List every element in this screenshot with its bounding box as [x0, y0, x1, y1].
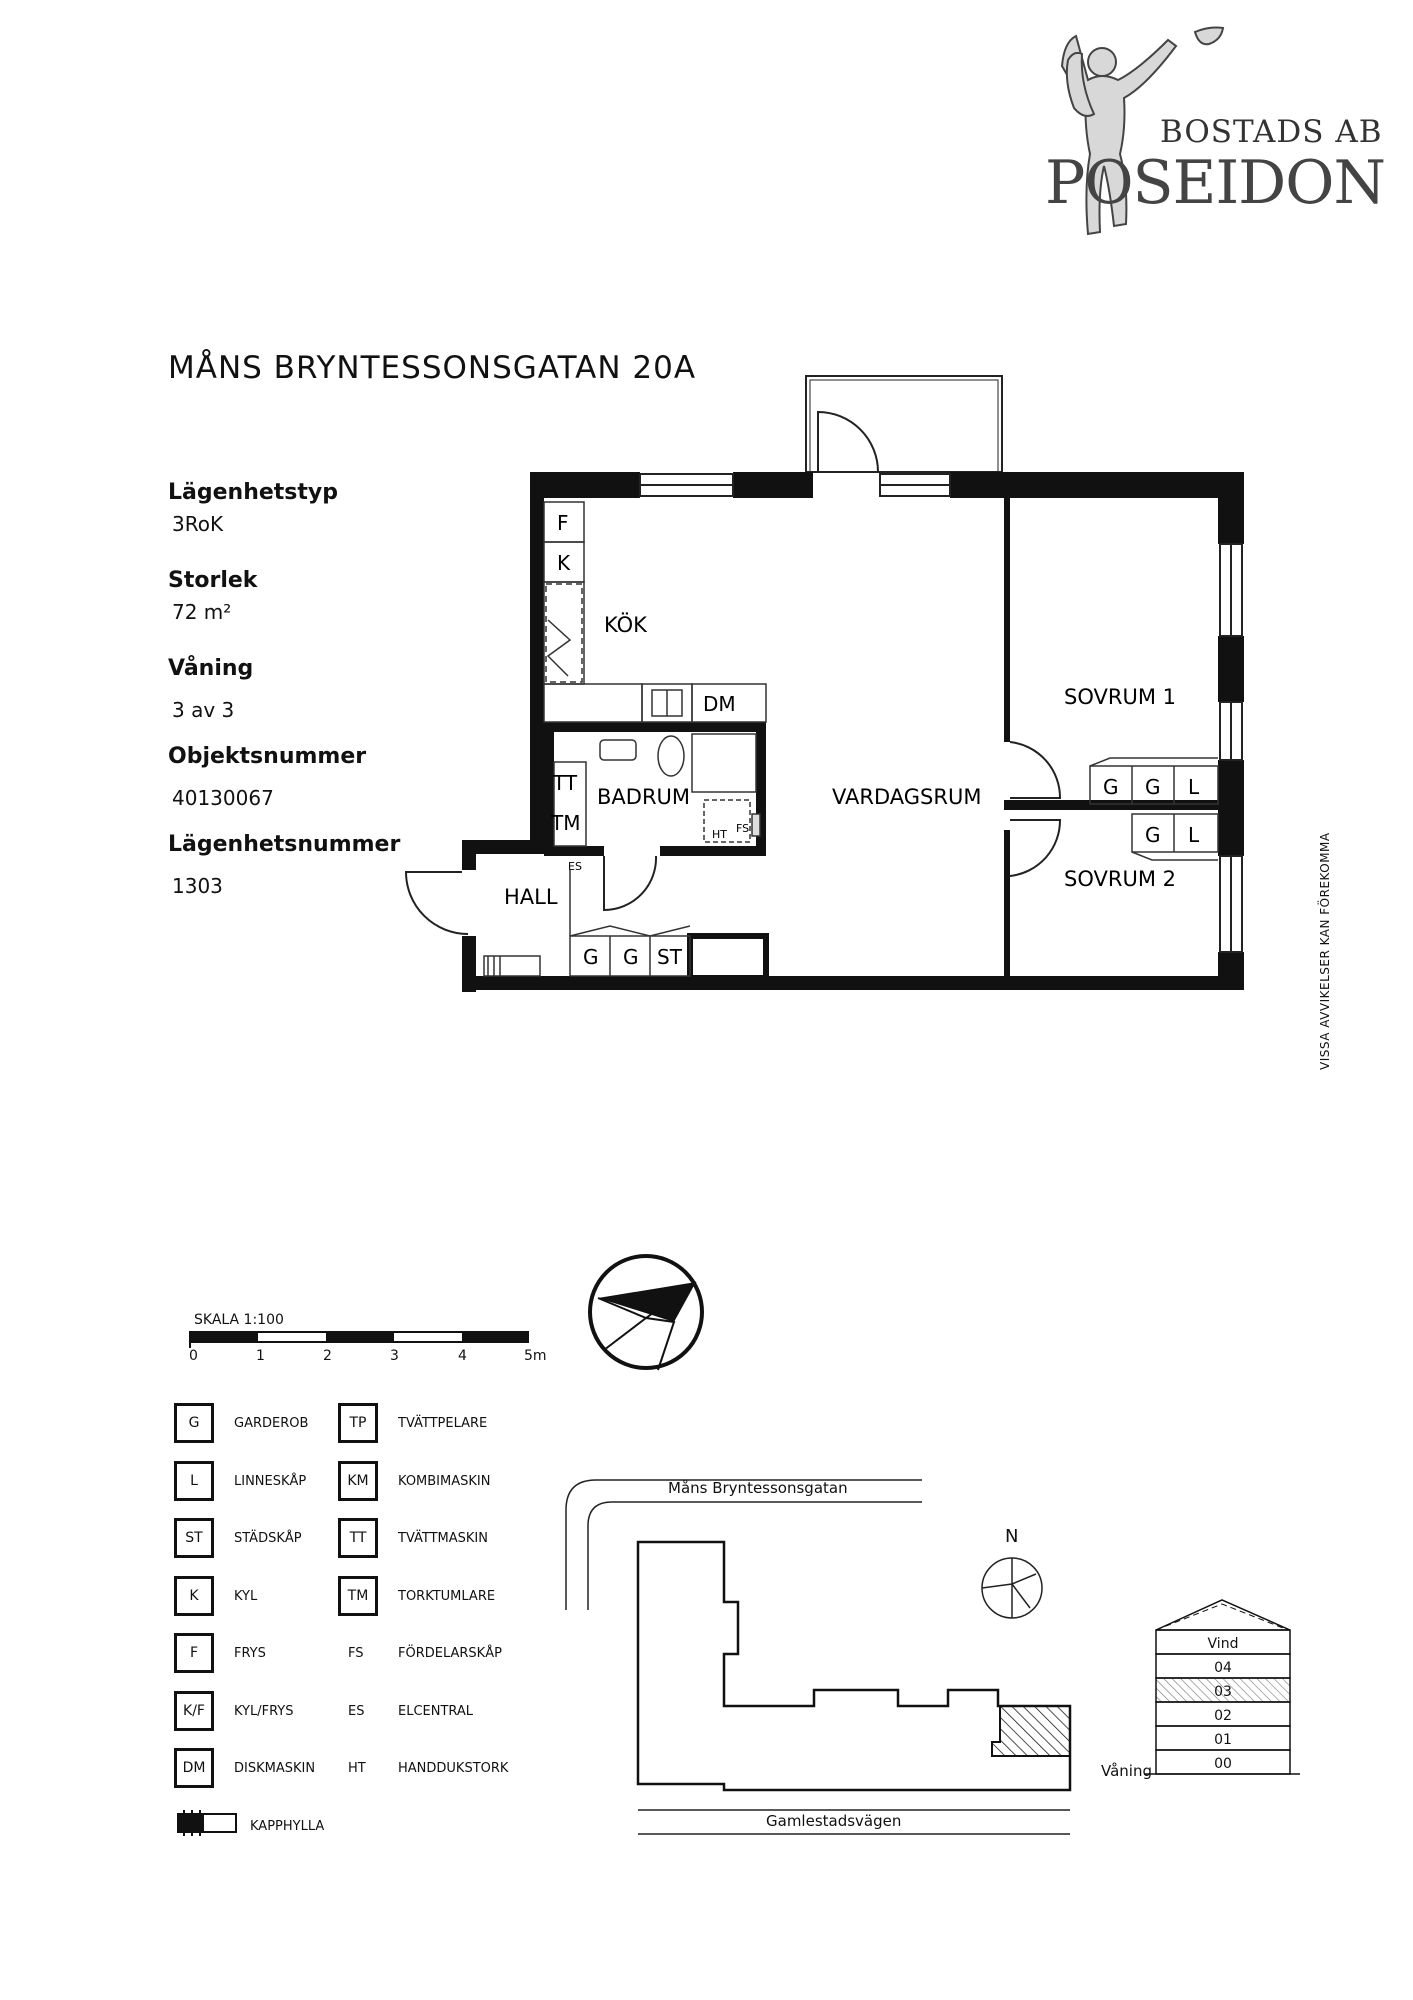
legend-text-fs: FÖRDELARSKÅP	[398, 1646, 502, 1661]
legend-text-kapphylla: KAPPHYLLA	[250, 1819, 325, 1834]
balcony	[806, 376, 1002, 472]
legend-text-l: LINNESKÅP	[234, 1474, 307, 1489]
room-label-kitchen: KÖK	[604, 613, 647, 637]
info-value-floor: 3 av 3	[172, 698, 235, 722]
legend-text-g: GARDEROB	[234, 1416, 309, 1431]
balcony-door	[818, 412, 878, 472]
fixture-label-tt: TT	[553, 771, 578, 795]
room-label-bedroom1: SOVRUM 1	[1064, 685, 1176, 709]
scale-tick-0: 0	[189, 1348, 198, 1364]
scale-tick-4: 4	[458, 1348, 467, 1364]
legend-text-kf: KYL/FRYS	[234, 1704, 294, 1719]
interior-walls	[544, 498, 1220, 978]
fixture-label-ht: HT	[712, 828, 727, 841]
fixture-label-dm: DM	[703, 692, 736, 716]
floor-level-vind: Vind	[1207, 1636, 1239, 1652]
scale-bar	[188, 1330, 548, 1370]
fixture-label-f: F	[557, 511, 569, 535]
fixture-label-hall-g2: G	[623, 945, 639, 969]
info-value-type: 3RoK	[172, 512, 224, 536]
apartment-location-highlight	[992, 1706, 1070, 1756]
room-label-living: VARDAGSRUM	[832, 785, 982, 809]
legend-text-ht: HANDDUKSTORK	[398, 1761, 509, 1776]
legend-text-tm: TORKTUMLARE	[398, 1589, 496, 1604]
scale-label: SKALA 1:100	[194, 1312, 284, 1328]
legend-text-km: KOMBIMASKIN	[398, 1474, 491, 1489]
info-label-type: Lägenhetstyp	[168, 480, 338, 505]
fixture-label-bed1-g2: G	[1145, 775, 1161, 799]
info-label-floor: Våning	[168, 656, 254, 681]
legend-text-k: KYL	[234, 1589, 258, 1604]
fixture-label-k: K	[557, 551, 571, 575]
legend-code-tt: TT	[338, 1518, 378, 1558]
floor-level-01: 01	[1214, 1732, 1232, 1748]
compass-icon	[584, 1250, 708, 1374]
room-label-bedroom2: SOVRUM 2	[1064, 867, 1176, 891]
floor-level-02: 02	[1214, 1708, 1232, 1724]
info-label-object-number: Objektsnummer	[168, 744, 367, 769]
room-label-bathroom: BADRUM	[597, 785, 691, 809]
logo-text-line1: BOSTADS AB	[1160, 114, 1383, 150]
fixture-label-bed2-l: L	[1188, 823, 1200, 847]
fixture-label-es: ES	[568, 860, 582, 873]
fixture-label-tm: TM	[551, 811, 581, 835]
floor-level-03: 03	[1214, 1684, 1232, 1700]
floor-level-04: 04	[1214, 1660, 1232, 1676]
legend-text-tp: TVÄTTPELARE	[398, 1416, 488, 1431]
legend-code-tm: TM	[338, 1576, 378, 1616]
info-value-size: 72 m²	[172, 600, 232, 624]
info-label-size: Storlek	[168, 568, 258, 593]
legend-text-dm: DISKMASKIN	[234, 1761, 316, 1776]
legend-code-st: ST	[174, 1518, 214, 1558]
coat-rack-icon	[176, 1808, 240, 1840]
legend-code-ht: HT	[348, 1761, 366, 1776]
street-bottom-label: Gamlestadsvägen	[766, 1812, 902, 1830]
fixture-label-fs: FS	[736, 822, 750, 835]
logo-text-line2: POSEIDON	[1045, 148, 1385, 218]
legend-text-tt: TVÄTTMASKIN	[398, 1531, 488, 1546]
legend-code-es: ES	[348, 1704, 365, 1719]
legend-code-g: G	[174, 1403, 214, 1443]
scale-tick-5: 5m	[524, 1348, 547, 1364]
scale-tick-3: 3	[390, 1348, 399, 1364]
scale-tick-2: 2	[323, 1348, 332, 1364]
legend-text-f: FRYS	[234, 1646, 266, 1661]
kitchen-cabinets	[544, 502, 766, 722]
info-label-apartment-number: Lägenhetsnummer	[168, 832, 401, 857]
legend-code-km: KM	[338, 1461, 378, 1501]
legend-text-es: ELCENTRAL	[398, 1704, 474, 1719]
deviation-note: VISSA AVVIKELSER KAN FÖREKOMMA	[1318, 832, 1332, 1070]
site-plan	[560, 1470, 1080, 1850]
address-title: MÅNS BRYNTESSONSGATAN 20A	[168, 350, 697, 386]
info-value-object-number: 40130067	[172, 786, 274, 810]
street-top-label: Måns Bryntessonsgatan	[668, 1479, 848, 1497]
legend-code-dm: DM	[174, 1748, 214, 1788]
floor-level-00: 00	[1214, 1756, 1232, 1772]
fixture-label-bed1-g1: G	[1103, 775, 1119, 799]
legend-code-fs: FS	[348, 1646, 364, 1661]
legend-code-tp: TP	[338, 1403, 378, 1443]
fixture-label-hall-st: ST	[657, 945, 682, 969]
fixture-label-bed2-g: G	[1145, 823, 1161, 847]
floor-indicator-label: Våning	[1101, 1762, 1152, 1780]
room-label-hall: HALL	[504, 885, 558, 909]
fixture-label-bed1-l: L	[1188, 775, 1200, 799]
legend-code-f: F	[174, 1633, 214, 1673]
scale-tick-1: 1	[256, 1348, 265, 1364]
fixture-label-hall-g1: G	[583, 945, 599, 969]
legend-code-l: L	[174, 1461, 214, 1501]
info-value-apartment-number: 1303	[172, 874, 223, 898]
site-north-label: N	[1005, 1526, 1019, 1547]
legend-text-st: STÄDSKÅP	[234, 1531, 302, 1546]
legend-code-k: K	[174, 1576, 214, 1616]
legend-code-kf: K/F	[174, 1691, 214, 1731]
